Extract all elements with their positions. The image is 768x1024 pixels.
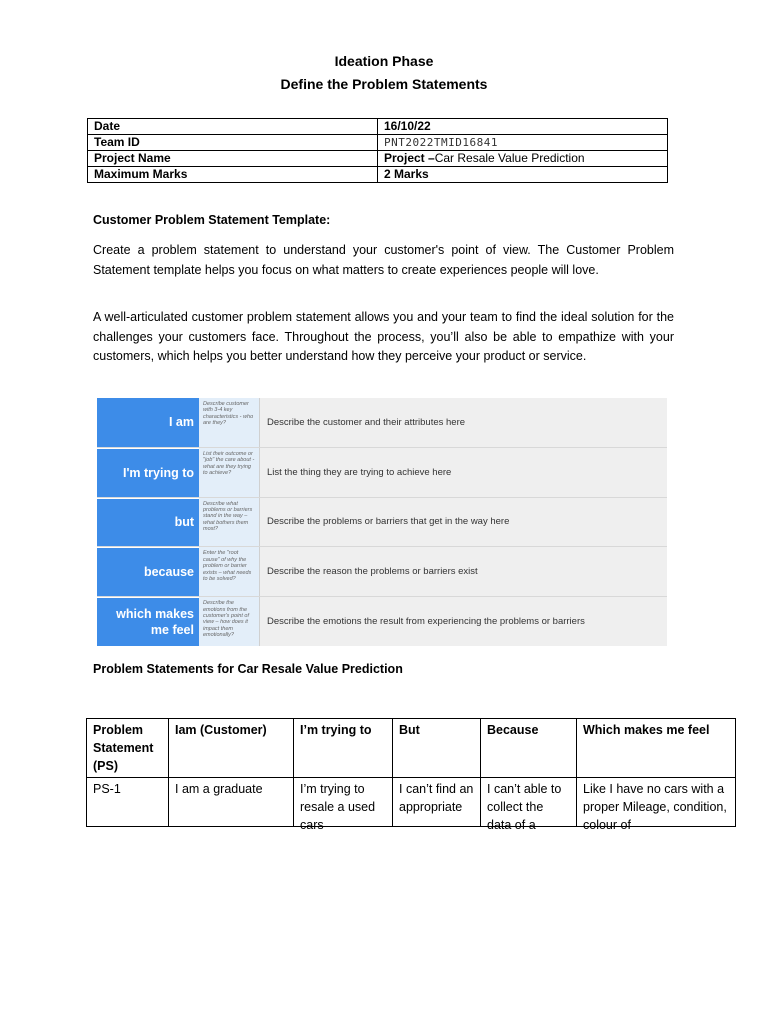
ps-header-cell: Iam (Customer) <box>169 719 294 778</box>
template-row-description: Describe the emotions the result from experiencing the problems or barriers <box>259 597 667 646</box>
ps-heading: Problem Statements for Car Resale Value Prediction <box>93 662 403 676</box>
ps-cell-text: I’m trying to resale a used cars <box>300 782 376 832</box>
ps-header-cell: I’m trying to <box>294 719 393 778</box>
template-row-description: Describe the customer and their attributes here <box>259 398 667 447</box>
info-row-project-name <box>88 151 668 167</box>
info-row-team-id <box>88 135 668 151</box>
ps-cell-text: I can’t able to collect the data of a <box>487 782 562 832</box>
template-row-hint: Describe customer with 3-4 key characteristics - who are they? <box>199 398 259 447</box>
ps-cell-text: PS-1 <box>93 782 121 796</box>
info-label: Project Name <box>88 151 378 167</box>
template-row-hint: List their outcome or "job" the care about - what are they trying to achieve? <box>199 448 259 497</box>
template-row-label: but <box>97 498 199 547</box>
info-value: 16/10/22 <box>378 119 668 135</box>
ps-header-cell: Problem Statement (PS) <box>87 719 169 778</box>
info-value: PNT2022TMID16841 <box>378 135 668 151</box>
paragraph-intro: Create a problem statement to understand your customer's point of view. The Customer Problem Statement template helps you focus on what matters to create experiences people will love. <box>93 243 674 277</box>
template-row-hint: Describe what problems or barriers stand in the way – what bothers them most? <box>199 498 259 547</box>
info-value-text: Car Resale Value Prediction <box>434 151 585 165</box>
ps-cell <box>481 778 577 832</box>
template-row-label: which makes me feel <box>97 597 199 646</box>
ps-cell <box>294 778 393 832</box>
info-value: 2 Marks <box>378 167 668 183</box>
info-label: Date <box>88 119 378 135</box>
ps-header-cell: Which makes me feel <box>577 719 736 778</box>
ps-cell-text: Like I have no cars with a proper Mileage, condition, colour of <box>583 782 727 832</box>
template-row-description: Describe the reason the problems or barriers exist <box>259 547 667 596</box>
ps-cell <box>393 778 481 827</box>
info-row-date <box>88 119 668 135</box>
page-subtitle: Define the Problem Statements <box>280 76 488 92</box>
template-row-i-am <box>97 398 667 447</box>
problem-statements-table <box>86 718 736 832</box>
template-row-label: I'm trying to <box>97 448 199 497</box>
info-table <box>87 118 668 183</box>
template-row-but <box>97 497 667 547</box>
ps-header-cell: But <box>393 719 481 778</box>
ps-cell <box>169 778 294 827</box>
template-row-which-makes-me-feel <box>97 596 667 646</box>
template-row-trying-to <box>97 447 667 497</box>
template-heading: Customer Problem Statement Template: <box>93 213 331 227</box>
template-row-because <box>97 546 667 596</box>
ps-cell <box>87 778 169 827</box>
ps-table-row <box>87 778 736 827</box>
info-label: Team ID <box>88 135 378 151</box>
page-title: Ideation Phase <box>334 53 434 69</box>
template-row-description: List the thing they are trying to achieve here <box>259 448 667 497</box>
info-value-bold: Project – <box>384 151 435 165</box>
paragraph-detail: A well-articulated customer problem statement allows you and your team to find the ideal solution for the challenges your customers face. Throughout the process, you’ll also be able to empathize with your customers, which helps you better understand how they perceive your product or service. <box>93 310 674 363</box>
ps-header-cell: Because <box>481 719 577 778</box>
info-label: Maximum Marks <box>88 167 378 183</box>
problem-statement-template-graphic <box>97 398 667 646</box>
template-row-description: Describe the problems or barriers that get in the way here <box>259 498 667 547</box>
template-row-label: I am <box>97 398 199 447</box>
ps-cell <box>577 778 736 832</box>
template-row-hint: Describe the emotions from the customer's point of view – how does it impact them emotionally? <box>199 597 259 646</box>
ps-table-header-row <box>87 719 736 778</box>
template-row-hint: Enter the "root cause" of why the problem or barrier exists – what needs to be solved? <box>199 547 259 596</box>
ps-cell-text: I am a graduate <box>175 782 263 796</box>
template-row-label: because <box>97 547 199 596</box>
info-value <box>378 151 668 167</box>
info-row-max-marks <box>88 167 668 183</box>
ps-cell-text: I can’t find an appropriate <box>399 782 474 814</box>
